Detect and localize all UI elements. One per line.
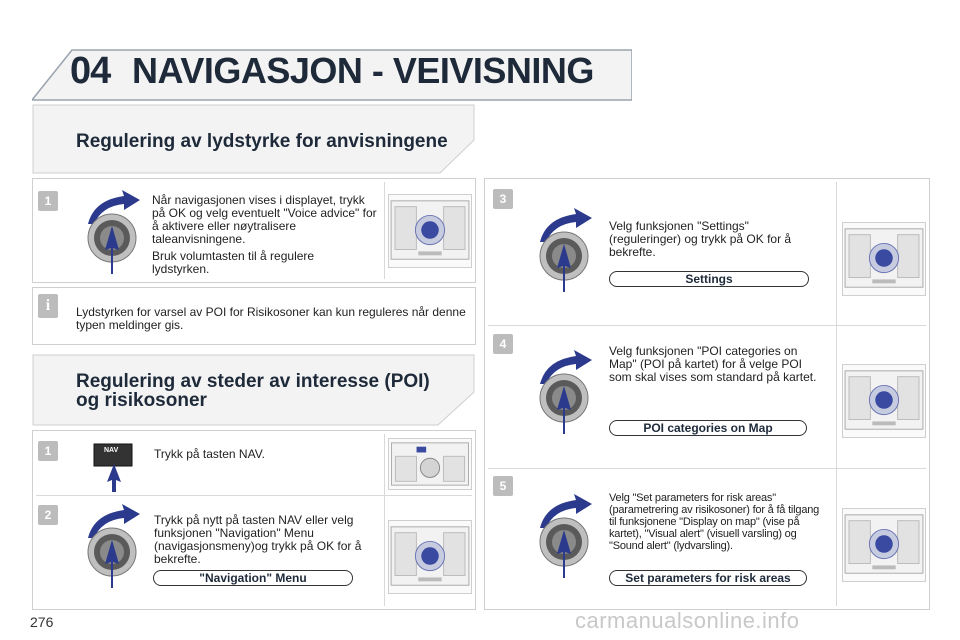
divider xyxy=(384,434,385,606)
info-icon: i xyxy=(38,294,58,318)
poi-categories-pill: POI categories on Map xyxy=(609,420,807,436)
rotary-knob-icon xyxy=(80,504,144,588)
radio-unit-icon xyxy=(388,520,472,594)
divider xyxy=(488,468,926,469)
page-number: 276 xyxy=(30,614,54,630)
risk-areas-pill: Set parameters for risk areas xyxy=(609,570,807,586)
radio-unit-icon xyxy=(388,438,472,490)
chapter-number: 04 xyxy=(70,50,111,92)
section2-step1-text: Trykk på tasten NAV. xyxy=(154,447,265,461)
rotary-knob-icon xyxy=(532,494,596,578)
section2-step2-text: Trykk på nytt på tasten NAV eller velg funksjonen "Navigation" Menu (navigasjonsmeny)og trykk på OK for å bekrefte. xyxy=(154,513,362,566)
right-step4-text: Velg funksjonen "POI categories on Map" (POI på kartet) for å velge POI som skal vises som standard på kartet. xyxy=(609,344,817,384)
divider xyxy=(488,325,926,326)
section1-heading: Regulering av lydstyrke for anvisningene xyxy=(76,131,448,152)
divider xyxy=(836,182,837,606)
section2-heading-line2: og risikosoner xyxy=(76,390,207,411)
right-step5-text: Velg "Set parameters for risk areas" (parametrering av risikosoner) for å få tilgang til funksjonene "Display on map" (vise på kartet), "Visual alert" (visuell varsling) og "Sound alert" (lydvarsling). xyxy=(609,492,820,552)
right-step3-text: Velg funksjonen "Settings" (reguleringer) og trykk på OK for å bekrefte. xyxy=(609,219,792,259)
step-badge-1: 1 xyxy=(38,191,58,211)
step-badge-5: 5 xyxy=(493,476,513,496)
settings-pill: Settings xyxy=(609,271,809,287)
step-badge-2: 2 xyxy=(38,505,58,525)
divider xyxy=(36,495,472,496)
rotary-knob-icon xyxy=(80,190,144,274)
divider xyxy=(384,182,385,279)
rotary-knob-icon xyxy=(532,350,596,434)
watermark: carmanualsonline.info xyxy=(575,608,800,633)
radio-unit-icon xyxy=(388,194,472,268)
section1-step1-text2: Bruk volumtasten til å regulere lydstyrken. xyxy=(152,249,315,276)
step-badge-3: 3 xyxy=(493,189,513,209)
section2-heading-line1: Regulering av steder av interesse (POI) xyxy=(76,371,430,392)
navigation-menu-pill: "Navigation" Menu xyxy=(153,570,353,586)
nav-key-label: NAV xyxy=(104,447,119,454)
chapter-title: NAVIGASJON - VEIVISNING xyxy=(132,50,594,91)
radio-unit-icon xyxy=(842,364,926,438)
step-badge-4: 4 xyxy=(493,334,513,354)
rotary-knob-icon xyxy=(532,208,596,292)
section1-step1-text1: Når navigasjonen vises i displayet, trykk på OK og velg eventuelt "Voice advice" for å aktivere eller nøytralisere taleanvisningene. xyxy=(152,193,377,246)
info-text: Lydstyrken for varsel av POI for Risikosoner kan kun reguleres når denne typen meldinger gis. xyxy=(76,305,466,332)
step-badge-1: 1 xyxy=(38,441,58,461)
radio-unit-icon xyxy=(842,508,926,582)
radio-unit-icon xyxy=(842,222,926,296)
